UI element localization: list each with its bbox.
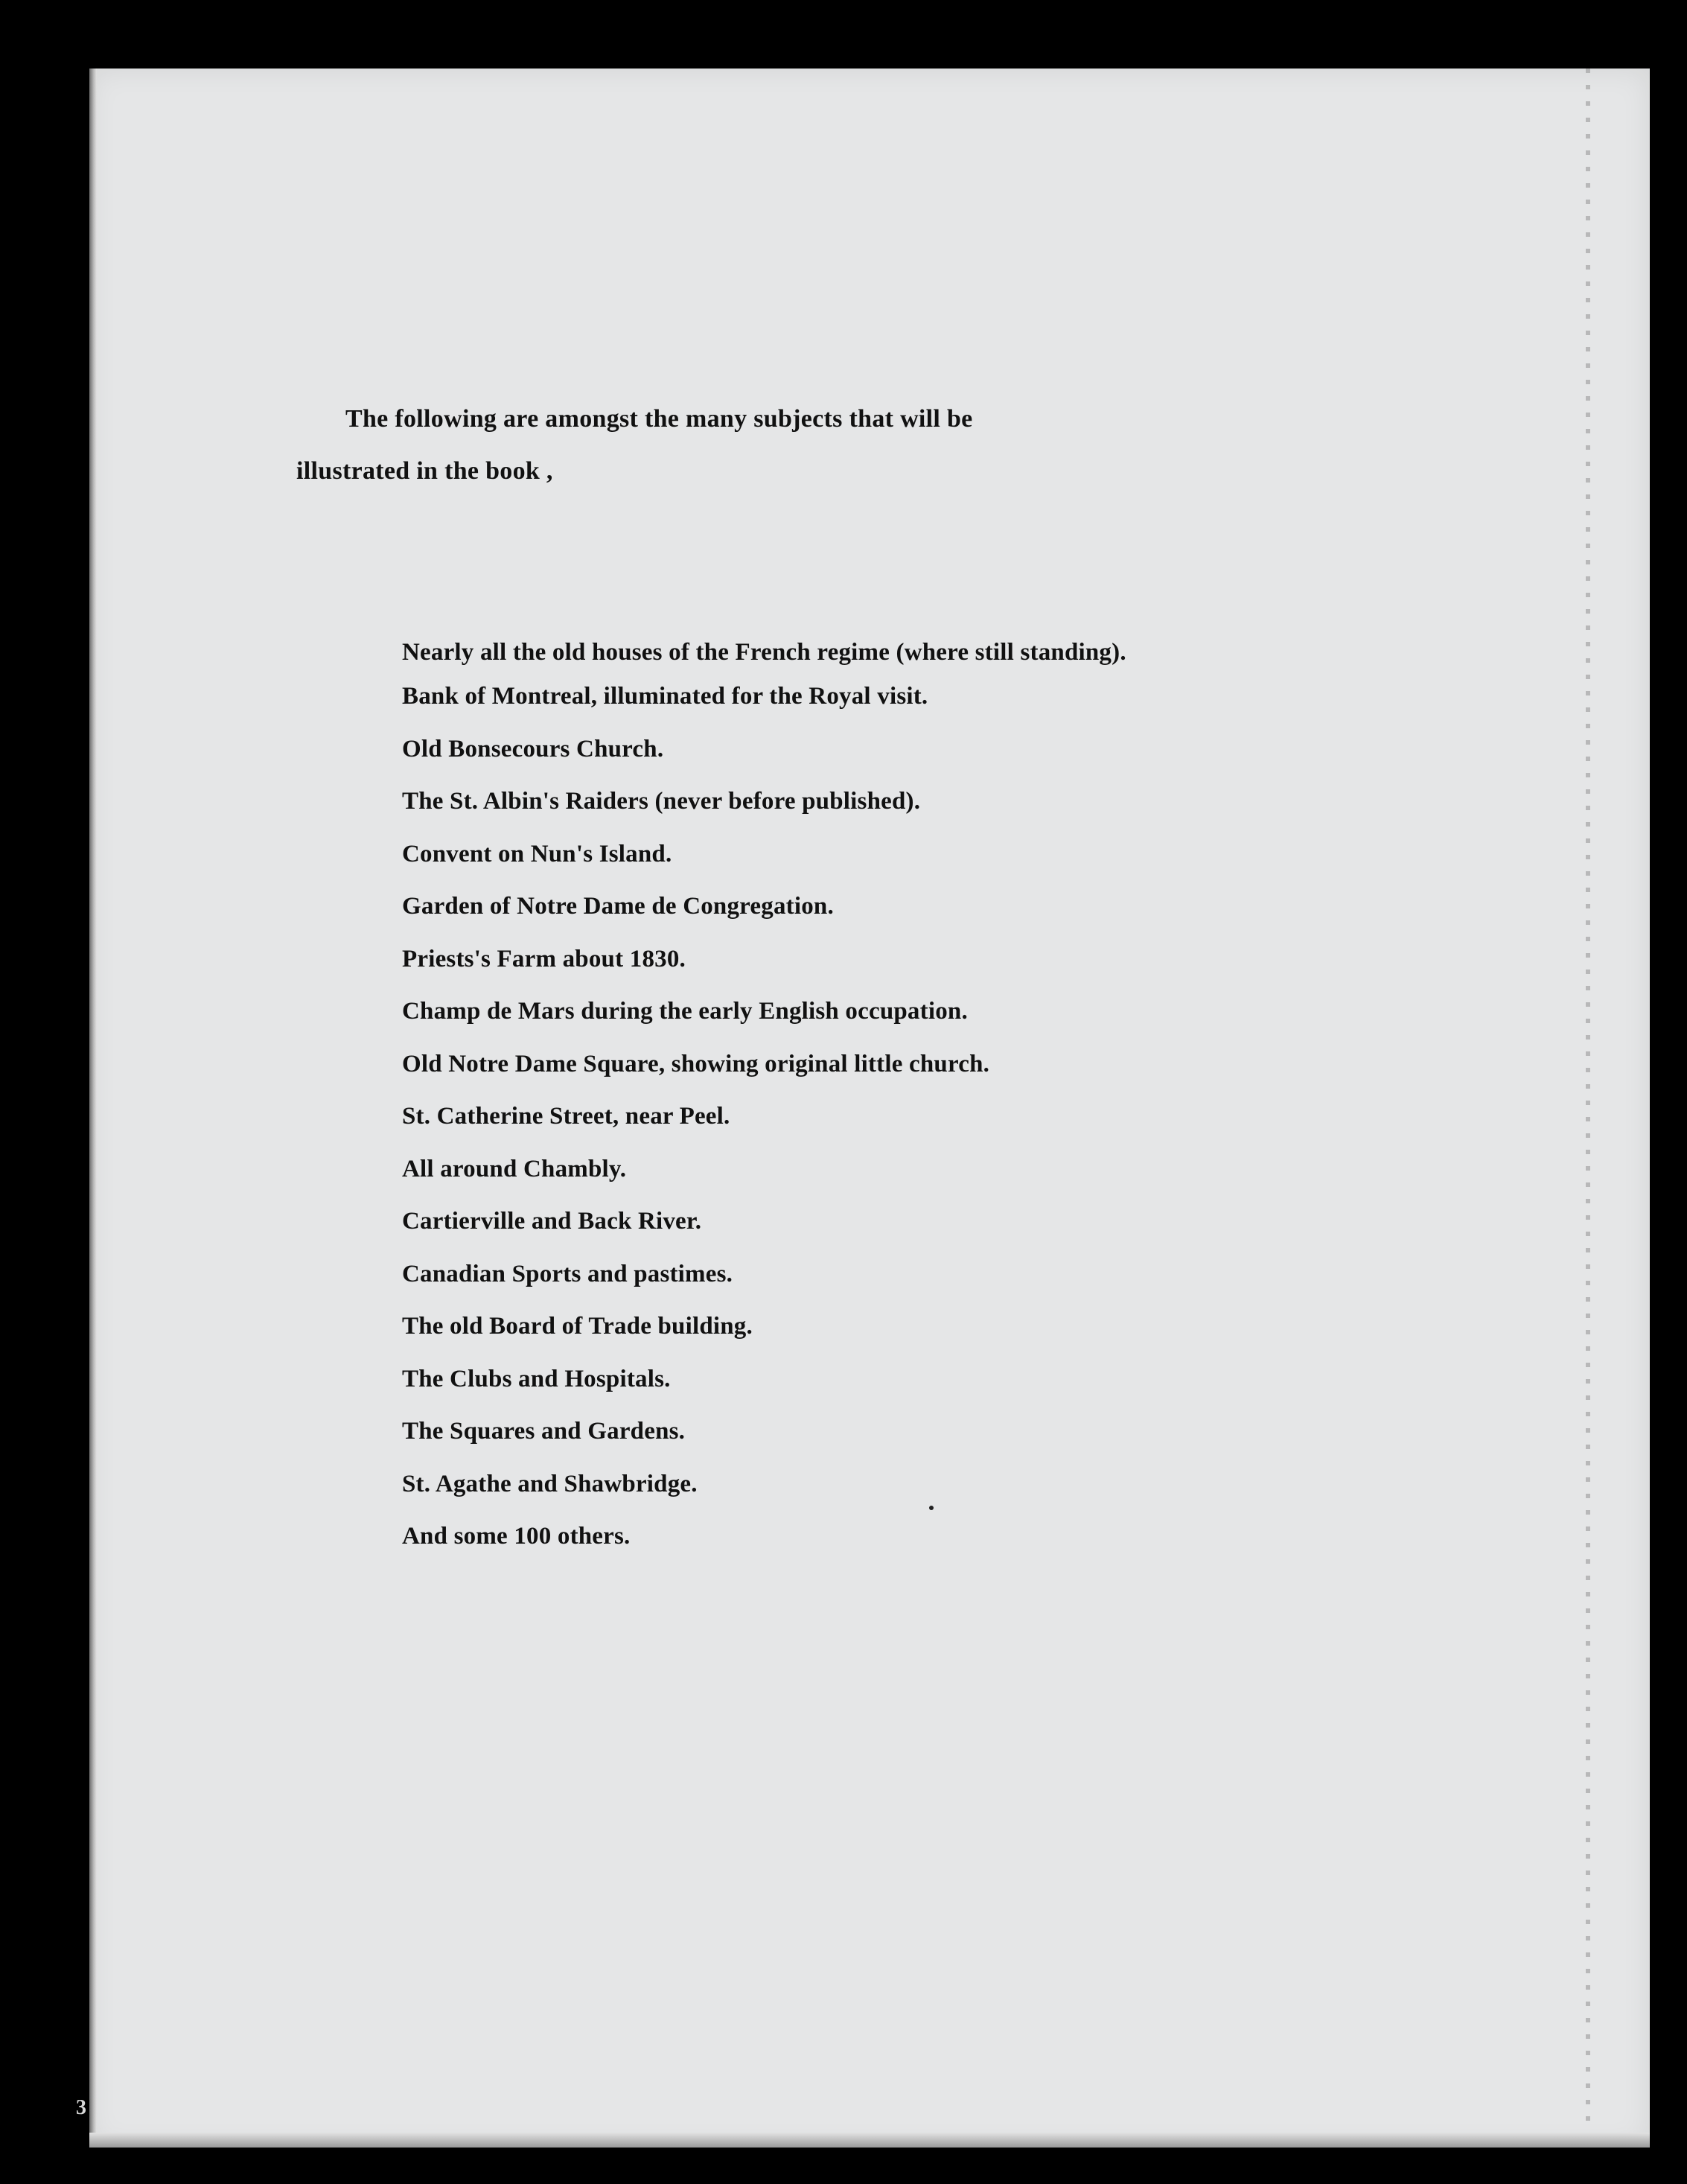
list-item: Bank of Montreal, illuminated for the Royal visit. [402, 683, 928, 710]
list-item: Cartierville and Back River. [402, 1208, 702, 1235]
margin-mark: 3 [76, 2096, 86, 2119]
list-item: The old Board of Trade building. [402, 1313, 753, 1340]
page-left-edge [89, 69, 97, 2148]
list-item: Canadian Sports and pastimes. [402, 1260, 733, 1287]
list-item: The Clubs and Hospitals. [402, 1365, 671, 1392]
list-item: Convent on Nun's Island. [402, 840, 672, 867]
page-bottom-edge [89, 2133, 1650, 2148]
list-item: And some 100 others. [402, 1523, 631, 1550]
list-item: Old Notre Dame Square, showing original little church. [402, 1050, 990, 1077]
list-item: St. Agathe and Shawbridge. [402, 1470, 698, 1497]
list-item: All around Chambly. [402, 1155, 627, 1182]
list-item: Nearly all the old houses of the French regime (where still standing). [402, 639, 1126, 666]
intro-line-1: The following are amongst the many subjects that will be [345, 405, 973, 433]
list-item: Priests's Farm about 1830. [402, 945, 686, 972]
list-item: St. Catherine Street, near Peel. [402, 1103, 730, 1130]
intro-paragraph [296, 393, 1313, 497]
list-item: Champ de Mars during the early English occupation. [402, 998, 968, 1025]
page-right-edge [1586, 69, 1590, 2148]
list-item: Garden of Notre Dame de Congregation. [402, 893, 834, 920]
list-item: The Squares and Gardens. [402, 1418, 686, 1445]
intro-line-2: illustrated in the book , [296, 457, 553, 485]
list-item: Old Bonsecours Church. [402, 735, 664, 763]
list-item: The St. Albin's Raiders (never before published). [402, 788, 921, 815]
subjects-list [402, 631, 1444, 1573]
ink-speck [929, 1506, 934, 1510]
